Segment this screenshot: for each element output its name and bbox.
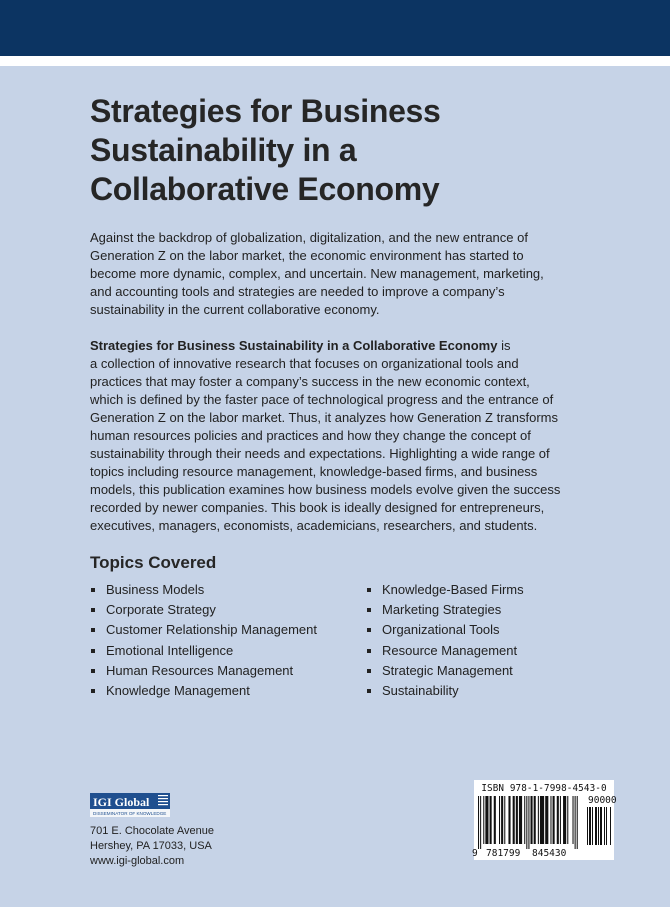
topics-heading: Topics Covered xyxy=(90,553,217,572)
paragraph-line: and accounting tools and strategies are needed to improve a company’s xyxy=(90,284,505,299)
paragraph-text: is xyxy=(497,338,511,353)
paragraph-line: Generation Z on the labor market, the economic environment has started to xyxy=(90,248,524,263)
topic-item: Knowledge Management xyxy=(90,681,317,701)
publisher-address xyxy=(90,824,214,869)
topic-item: Resource Management xyxy=(366,641,524,661)
top-color-band xyxy=(0,0,670,56)
book-title-inline: Strategies for Business Sustainability in a Collaborative Economy xyxy=(90,338,498,353)
topic-item: Strategic Management xyxy=(366,661,524,681)
paragraph-line: sustainability in the current collaborative economy. xyxy=(90,302,380,317)
topic-item: Organizational Tools xyxy=(366,620,524,640)
address-line: 701 E. Chocolate Avenue xyxy=(90,825,214,837)
ean-left-digits: 781799 xyxy=(486,848,521,859)
topic-item: Business Models xyxy=(90,580,317,600)
book-title xyxy=(90,92,560,209)
paragraph-line: sustainability through their needs and expectations. Highlighting a wide range of xyxy=(90,446,550,461)
paragraph-line: which is defined by the faster pace of technological progress and the entrance of xyxy=(90,392,554,407)
price-code: 90000 xyxy=(588,795,617,806)
topic-item: Corporate Strategy xyxy=(90,600,317,620)
topic-item: Knowledge-Based Firms xyxy=(366,580,524,600)
topics-list-right xyxy=(366,580,524,701)
address-line: Hershey, PA 17033, USA xyxy=(90,840,212,852)
paragraph-line: Against the backdrop of globalization, digitalization, and the new entrance of xyxy=(90,230,528,245)
description-paragraph-2 xyxy=(90,337,580,535)
topics-list-left xyxy=(90,580,317,701)
top-white-stripe xyxy=(0,56,670,66)
topic-item: Emotional Intelligence xyxy=(90,641,317,661)
topic-item: Marketing Strategies xyxy=(366,600,524,620)
paragraph-line: recorded by newer companies. This book is ideally designed for entrepreneurs, xyxy=(90,500,545,515)
paragraph-line: models, this publication examines how business models evolve given the success xyxy=(90,482,561,497)
title-line: Strategies for Business xyxy=(90,93,441,129)
ean-barcode-bars xyxy=(478,796,586,850)
address-line: www.igi-global.com xyxy=(90,855,185,867)
ean-right-digits: 845430 xyxy=(532,848,567,859)
paragraph-line: topics including resource management, knowledge-based firms, and business xyxy=(90,464,538,479)
logo-tagline: DISSEMINATOR OF KNOWLEDGE xyxy=(93,811,167,816)
description-paragraph-1 xyxy=(90,229,580,319)
price-barcode-bars xyxy=(587,807,612,845)
paragraph-line xyxy=(90,337,580,355)
ean-first-digit: 9 xyxy=(472,848,478,859)
title-line: Collaborative Economy xyxy=(90,171,440,207)
topic-item: Sustainability xyxy=(366,681,524,701)
paragraph-line: executives, managers, economists, academicians, researchers, and students. xyxy=(90,518,538,533)
paragraph-line: human resources policies and practices and how they change the concept of xyxy=(90,428,531,443)
paragraph-line: become more dynamic, complex, and uncertain. New management, marketing, xyxy=(90,266,544,281)
topic-item: Customer Relationship Management xyxy=(90,620,317,640)
paragraph-line: a collection of innovative research that focuses on organizational tools and xyxy=(90,356,519,371)
topic-item: Human Resources Management xyxy=(90,661,317,681)
title-line: Sustainability in a xyxy=(90,132,357,168)
igi-global-logo xyxy=(90,793,170,817)
paragraph-line: Generation Z on the labor market. Thus, it analyzes how Generation Z transforms xyxy=(90,410,558,425)
paragraph-line: practices that may foster a company’s success in the new economic context, xyxy=(90,374,530,389)
isbn-barcode xyxy=(472,780,617,860)
logo-name: IGI Global xyxy=(93,795,150,809)
isbn-number: ISBN 978-1-7998-4543-0 xyxy=(481,783,607,794)
